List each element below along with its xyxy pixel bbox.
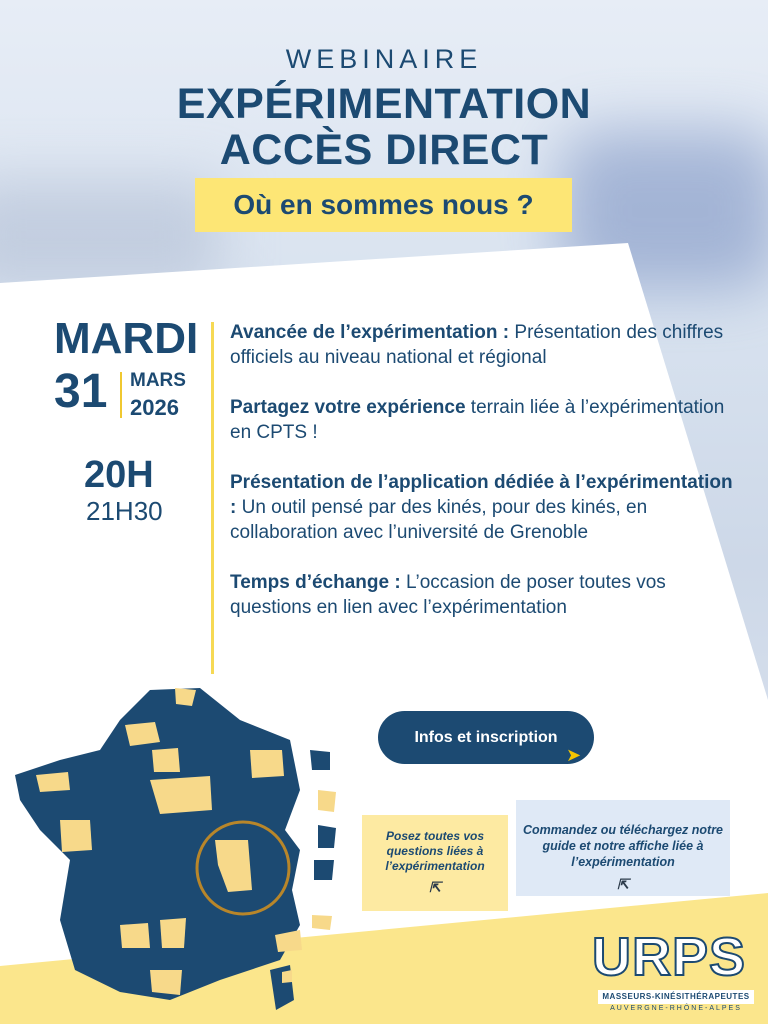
questions-link[interactable] — [362, 815, 508, 911]
page-title-line-1: EXPÉRIMENTATION — [176, 80, 592, 128]
agenda-item — [230, 320, 740, 370]
day-name: MARDI — [54, 314, 199, 363]
agenda-item-text: Présentation des chiffres officiels au niveau national et régional — [230, 322, 724, 368]
map-overseas — [310, 750, 336, 930]
map-mainland — [15, 688, 302, 1010]
questions-label: Posez toutes vos questions liées à l’expérimentation — [385, 829, 485, 873]
year: 2026 — [130, 395, 179, 420]
month: MARS — [130, 370, 186, 391]
page-title-line-2: ACCÈS DIRECT — [219, 126, 549, 174]
info-registration-button[interactable]: Infos et inscription — [378, 711, 594, 764]
cursor-icon: ⇱ — [617, 876, 629, 892]
logo-region: AUVERGNE-RHÔNE-ALPES — [610, 1005, 742, 1012]
subtitle-banner: Où en sommes nous ? — [195, 178, 572, 232]
agenda-item-text: L’occasion de poser toutes vos questions en lien avec l’expérimentation — [230, 572, 666, 618]
cursor-click-icon: ➤ — [566, 745, 582, 765]
end-time: 21H30 — [86, 496, 163, 526]
kicker: WEBINAIRE — [285, 44, 483, 74]
logo-subtitle: MASSEURS-KINÉSITHÉRAPEUTES — [598, 990, 754, 1004]
agenda-item — [230, 395, 740, 445]
agenda-divider — [211, 322, 214, 674]
logo-word: URPS — [592, 927, 747, 987]
agenda-item-text: terrain liée à l’expérimentation en CPTS ! — [230, 397, 725, 443]
agenda-item — [230, 570, 740, 620]
agenda-item-title: Temps d’échange : — [230, 572, 401, 593]
cursor-icon: ⇱ — [429, 879, 441, 895]
date-divider — [120, 372, 122, 418]
agenda-item-title: Partagez votre expérience — [230, 397, 466, 418]
day-number: 31 — [54, 365, 108, 418]
guide-link[interactable] — [516, 800, 730, 896]
agenda-item-text: Un outil pensé par des kinés, pour des kinés, en collaboration avec l’université de Grenoble — [230, 497, 648, 543]
france-map — [0, 680, 340, 1024]
agenda-item-title: Avancée de l’expérimentation : — [230, 322, 510, 343]
agenda-item — [230, 470, 740, 545]
agenda — [230, 320, 740, 645]
start-time: 20H — [84, 454, 154, 496]
agenda-item-title: Présentation de l’application dédiée à l’expérimentation : — [230, 472, 733, 518]
guide-label: Commandez ou téléchargez notre guide et notre affiche liée à l’expérimentation — [522, 823, 724, 869]
